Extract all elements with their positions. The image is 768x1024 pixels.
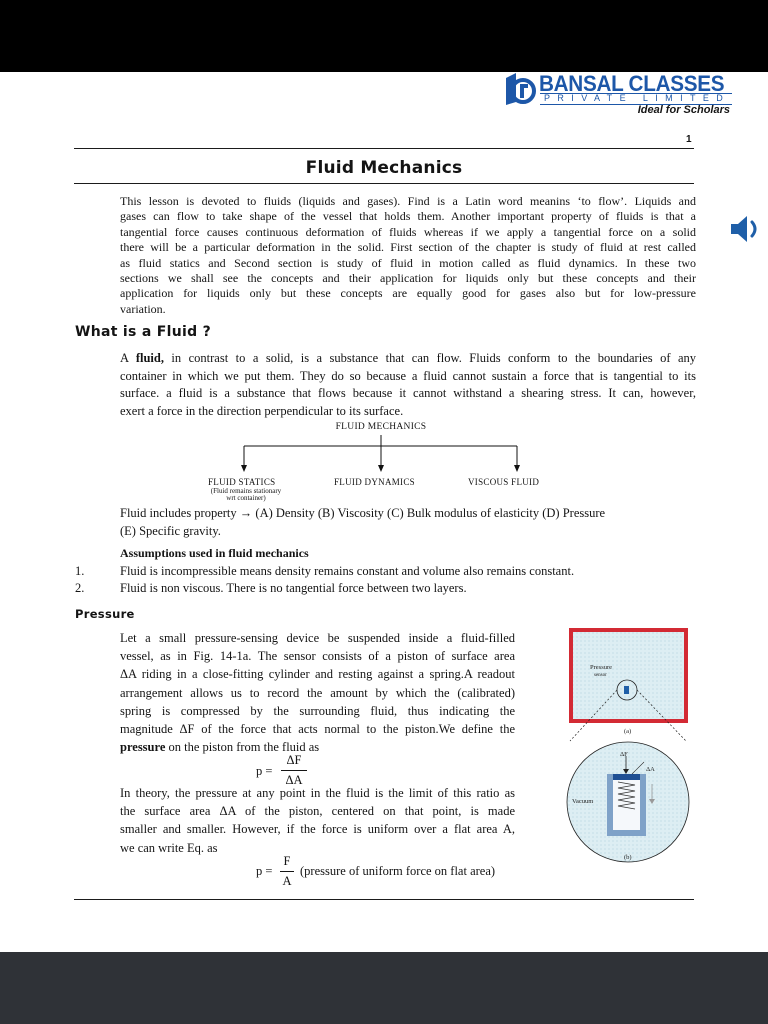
flowchart-root: FLUID MECHANICS xyxy=(335,422,427,432)
formula-ratio-numerator: ΔF xyxy=(286,753,302,767)
formula-uniform-note: (pressure of uniform force on flat area) xyxy=(300,864,496,878)
pressure-line: magnitude ΔF of the force that acts normal to the piston.We define the xyxy=(120,722,515,737)
intro-line: gases can flow to take shape of the vessel that holds them. Another important property of fluids is that a xyxy=(120,209,696,224)
intro-line: tangential force causes continuous deformation of fluids whereas if we apply a tangential force on a solid xyxy=(120,224,696,239)
brand-name: BANSAL CLASSES xyxy=(539,71,725,96)
brand-tagline: Ideal for Scholars xyxy=(637,104,730,116)
page-title: Fluid Mechanics xyxy=(305,158,463,178)
bottom-toolbar-bar xyxy=(0,952,768,1024)
flowchart-node-dynamics: FLUID DYNAMICS xyxy=(334,477,415,487)
intro-line: This lesson is devoted to fluids (liquids and gases). Find is a Latin word meanins ‘to flow’. Liquids and xyxy=(120,194,696,208)
formula-uniform-fraction xyxy=(280,854,294,889)
intro-line: application for liquids only but these concepts are equally good for gases also but for low-pressure xyxy=(120,286,696,301)
flowchart-node-statics: FLUID STATICS xyxy=(208,477,276,487)
fluid-definition-line: A fluid, in contrast to a solid, is a substance that can flow. Fluids conform to the boundaries of any xyxy=(120,351,696,365)
figure-label-a: (a) xyxy=(624,728,632,735)
figure-label-vacuum: Vacuum xyxy=(572,798,594,805)
pressure-line: Let a small pressure-sensing device be suspended inside a fluid-filled xyxy=(120,631,515,645)
properties-paragraph: Fluid includes property → (A) Density (B) Viscosity (C) Bulk modulus of elasticity (D) Pressure (E) Specific gravity. xyxy=(120,506,606,538)
intro-line: there will be a particular deformation in the solid. First section of the chapter is study of fluid at rest called xyxy=(120,240,696,255)
assumption-number-2: 2. xyxy=(75,581,85,595)
pressure-line: In theory, the pressure at any point in the fluid is the limit of this ratio as xyxy=(120,786,515,800)
flowchart-statics-note: (Fluid remains stationary wrt container) xyxy=(210,487,282,503)
formula-pressure-ratio-lhs: p = xyxy=(256,764,273,778)
speaker-icon[interactable] xyxy=(728,212,764,246)
bansal-logo-icon xyxy=(502,72,538,106)
formula-pressure-ratio-fraction xyxy=(281,753,307,788)
pressure-line: smaller and smaller. However, if the force is uniform over a flat area A, xyxy=(120,822,515,837)
section-heading-fluid: What is a Fluid ? xyxy=(75,324,211,340)
flowchart-node-viscous: VISCOUS FLUID xyxy=(468,477,540,487)
title-top-rule xyxy=(74,148,694,149)
bansal-classes-logo xyxy=(502,72,734,118)
assumption-text-2: Fluid is non viscous. There is no tangential force between two layers. xyxy=(120,581,467,595)
fluid-definition-line: exert a force in the direction perpendicular to its surface. xyxy=(120,403,404,418)
pressure-line: vessel, as in Fig. 14-1a. The sensor consists of a piston of surface area xyxy=(120,649,515,664)
flowchart-connectors xyxy=(220,430,530,480)
figure-label-dF: ΔF xyxy=(620,751,628,758)
intro-line: variation. xyxy=(120,301,166,316)
pressure-line: ΔA riding in a close-fitting cylinder and resting against a spring.A readout xyxy=(120,667,515,682)
page-number: 1 xyxy=(686,134,692,145)
title-bottom-rule xyxy=(74,183,694,184)
pressure-line: we can write Eq. as xyxy=(120,840,218,855)
figure-label-sensor2: sensor xyxy=(594,673,607,678)
formula-uniform-denominator: A xyxy=(282,874,292,888)
pressure-line: the surface area ΔA of the piston, centered on that point, is made xyxy=(120,804,515,819)
pressure-paragraph-2 xyxy=(120,784,515,857)
assumption-number-1: 1. xyxy=(75,564,85,578)
intro-line: sections we shall see the concepts and their application for liquids only but these concepts and their xyxy=(120,271,696,286)
fluid-definition-line: surface. a fluid is a substance that flows because it cannot withstand a shearing stress. It can, however, xyxy=(120,386,696,401)
brand-subtitle: PRIVATE LIMITED xyxy=(544,93,731,103)
formula-uniform-numerator: F xyxy=(283,854,291,868)
figure-label-b: (b) xyxy=(624,854,632,861)
pressure-sensor-figure xyxy=(560,624,696,866)
figure-label-dA: ΔA xyxy=(646,766,655,773)
pressure-line: arrangement allows us to record the amount by which the (calibrated) xyxy=(120,685,515,700)
assumption-text-1: Fluid is incompressible means density remains constant and volume also remains constant. xyxy=(120,564,575,578)
figure-label-sensor: Pressure xyxy=(590,664,613,671)
fluid-definition-paragraph xyxy=(120,350,696,420)
fluid-definition-line: container in which we put them. They do so because a fluid cannot sustain a force that is tangential to its xyxy=(120,368,696,383)
formula-ratio-denominator: ΔA xyxy=(285,773,303,787)
pressure-paragraph-1 xyxy=(120,629,515,756)
pressure-line: spring is compressed by the surrounding fluid, thus indicating the xyxy=(120,703,515,718)
intro-line: as fluid statics and Second section is study of fluid in motion called as fluid dynamics. In these two xyxy=(120,255,696,270)
intro-paragraph xyxy=(120,194,696,317)
section-heading-pressure: Pressure xyxy=(75,607,135,621)
formula-uniform-lhs: p = xyxy=(256,864,273,878)
pressure-line: pressure on the piston from the fluid as xyxy=(120,740,320,755)
top-black-bar xyxy=(0,0,768,72)
assumptions-heading: Assumptions used in fluid mechanics xyxy=(120,546,309,560)
page-bottom-rule xyxy=(74,899,694,900)
